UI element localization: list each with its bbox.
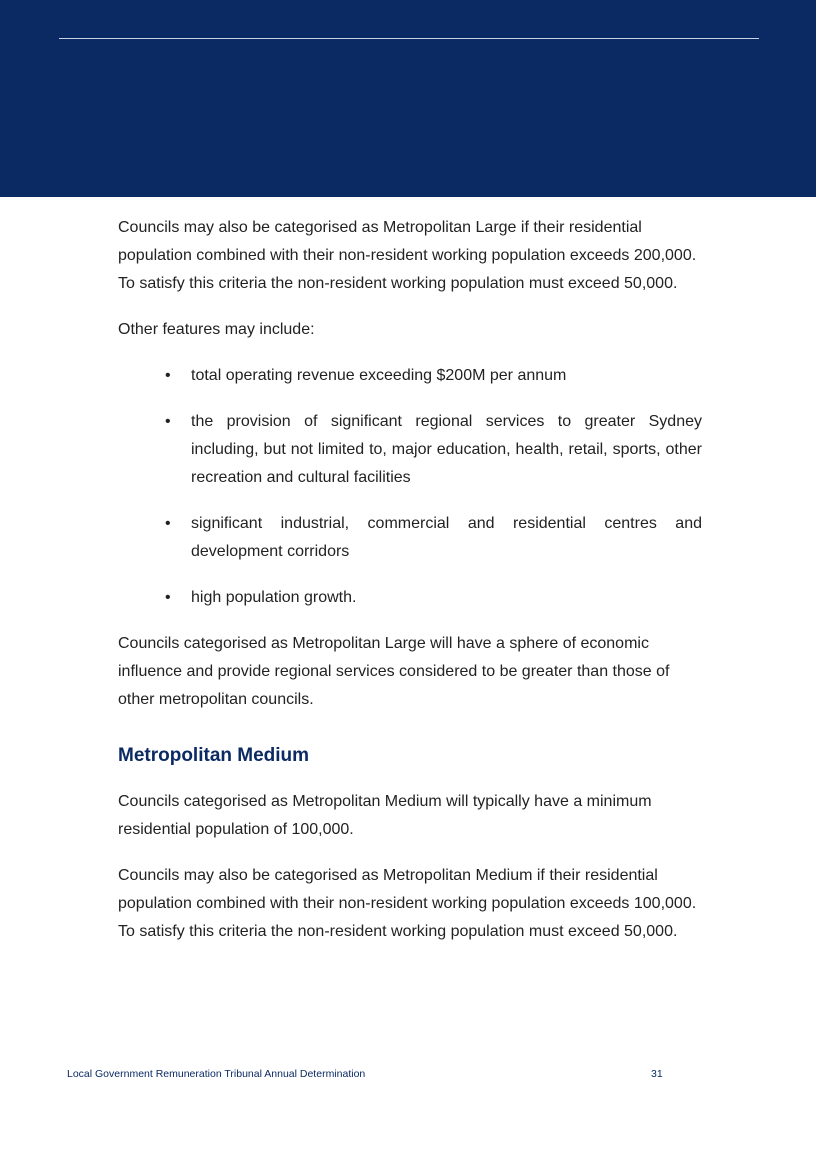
section-heading: Metropolitan Medium [118, 745, 310, 766]
list-item: • total operating revenue exceeding $200M per annum [191, 362, 702, 390]
page-number: 31 [651, 1068, 663, 1080]
paragraph-metro-medium-criteria: Councils may also be categorised as Metropolitan Medium if their residential population combined with their non-resident working population exceeds 100,000. To satisfy this criteria the non-resident working population must exceed 50,000. [118, 867, 697, 940]
features-list [118, 362, 702, 612]
header-band [0, 0, 816, 197]
paragraph-metro-large-influence: Councils categorised as Metropolitan Large will have a sphere of economic influence and provide regional services considered to be greater than those of other metropolitan councils. [118, 635, 670, 708]
paragraph-metro-large-criteria: Councils may also be categorised as Metropolitan Large if their residential population combined with their non-resident working population exceeds 200,000. To satisfy this criteria the non-resident working population must exceed 50,000. [118, 219, 697, 292]
header-rule [59, 38, 759, 39]
footer-title: Local Government Remuneration Tribunal Annual Determination [67, 1068, 366, 1080]
paragraph-other-features: Other features may include: [118, 321, 315, 338]
list-item: • significant industrial, commercial and residential centres and development corridors [191, 510, 702, 566]
list-item: • high population growth. [191, 584, 702, 612]
paragraph-metro-medium-population: Councils categorised as Metropolitan Medium will typically have a minimum residential population of 100,000. [118, 793, 652, 838]
list-item: • the provision of significant regional services to greater Sydney including, but not limited to, major education, health, retail, sports, other recreation and cultural facilities [191, 408, 702, 492]
body-content [118, 214, 702, 946]
